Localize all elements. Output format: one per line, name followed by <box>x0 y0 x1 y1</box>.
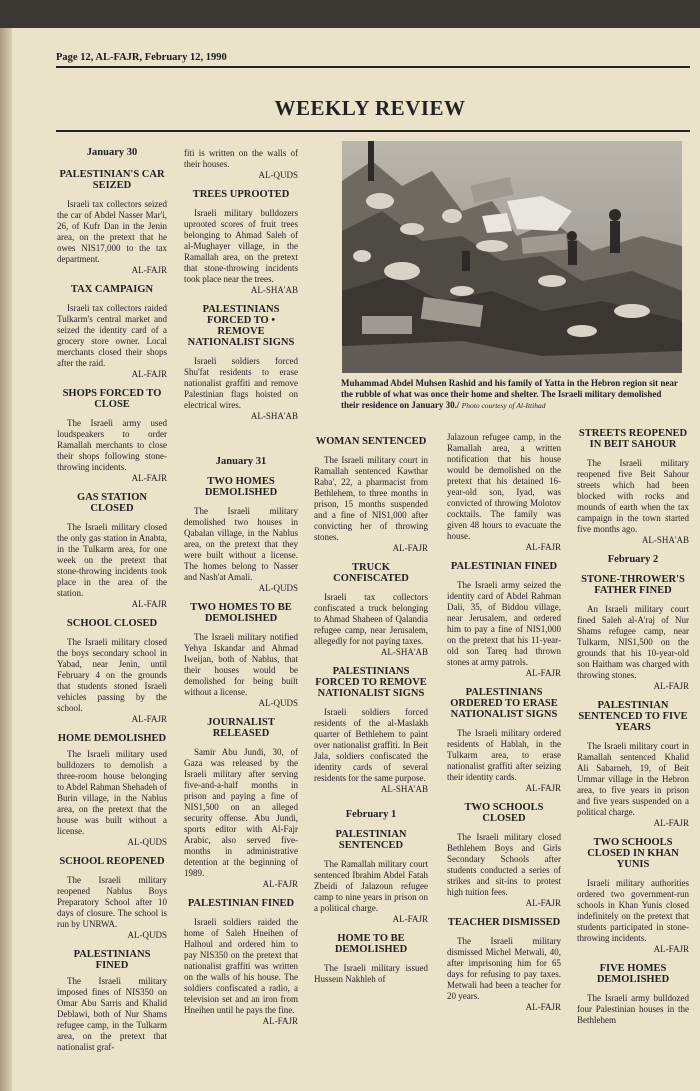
headline: PALESTINIANS ORDERED TO ERASE NATIONALIST SIGNS <box>450 687 558 720</box>
article-body: Israeli military bulldozers uprooted scores of fruit trees belonging to Ahmad Saleh of al-Mughayer village, in the Ramallah area, on the pretext that stone-throwing incidents took place near the trees. <box>184 208 298 284</box>
source-credit: AL-QUDS <box>127 930 167 940</box>
column-5 <box>577 428 689 1026</box>
source-credit: AL-FAJR <box>653 818 689 828</box>
headline: HOME TO BE DEMOLISHED <box>334 933 408 955</box>
article-body: The Israeli military closed the boys secondary school in Yabad, near Jenin, until February 4 on the grounds that students stoned Israeli vehicles passing by the school. <box>57 637 167 713</box>
headline: HOME DEMOLISHED <box>57 733 167 744</box>
article-body: The Israeli military dismissed Michel Metwali, 40, after imprisoning him for 65 days for refusing to pay taxes. Metwali had been a teacher for 20 years. <box>447 936 561 1001</box>
date-heading: February 2 <box>607 554 659 565</box>
source-credit: AL-FAJR <box>131 599 167 609</box>
header-rule <box>56 66 690 68</box>
source-credit: AL-FAJR <box>131 714 167 724</box>
headline: GAS STATION CLOSED <box>77 492 147 514</box>
headline: SHOPS FORCED TO CLOSE <box>62 388 162 410</box>
headline: STONE-THROWER'S FATHER FINED <box>581 574 685 596</box>
source-credit: AL-SHA'AB <box>380 647 428 657</box>
source-credit: AL-FAJR <box>392 914 428 924</box>
page-header-line: Page 12, AL-FAJR, February 12, 1990 <box>56 52 227 63</box>
source-credit: AL-FAJR <box>525 1002 561 1012</box>
date-heading: January 31 <box>215 456 267 467</box>
article-continuation: Jalazoun refugee camp, in the Ramallah area, a written notification that his house would be demolished on the pretext that his detained 16-year-old son, Iyad, was convicted of throwing Molotov cocktails. The family was given 48 hours to evacuate the house. <box>447 432 561 541</box>
headline: WOMAN SENTENCED <box>315 436 427 447</box>
article-body: The Israeli military issued Husseın Nakhleh of <box>314 963 428 984</box>
article-body: The Israeli army seized the identity card of Abdel Rahman Dali, 35, of Biddou village, near Jerusalem, and ordered him to pay a fine of NIS1,000 on the pretext that his 11-year-old son Tareq had thrown stones at army patrols. <box>447 580 561 667</box>
article-body: The Israeli military used bulldozers to demolish a three-room house belonging to Abdel Rahman Shehadeh of Burin village, in the Nablus area, on the pretext that the house was built without a license. <box>57 749 167 836</box>
column-1 <box>57 147 167 1053</box>
source-credit: AL-FAJR <box>131 473 167 483</box>
source-credit: AL-SHA'AB <box>641 535 689 545</box>
source-credit: AL-QUDS <box>258 170 298 180</box>
headline: TWO HOMES TO BE DEMOLISHED <box>190 602 292 624</box>
article-body: The Israeli military closed Bethlehem Boys and Girls Secondary Schools after students conducted a series of strikes and sit-ins to protest high tuition fees. <box>447 832 561 897</box>
headline: TWO HOMES DEMOLISHED <box>204 476 278 498</box>
article-body: An Israeli military court fined Saleh al-A'raj of Nur Shams refugee camp, near Tulkarm, NIS1,500 on the grounds that his 10-year-old son Haitham was charged with throwing stones. <box>577 604 689 680</box>
date-heading: January 30 <box>86 147 138 158</box>
source-credit: AL-FAJR <box>653 681 689 691</box>
source-credit: AL-SHA'AB <box>250 411 298 421</box>
article-body: Israeli soldiers forced residents of the al-Maslakh quarter of Bethlehem to paint over nationalist graffiti. In Beit Jala, soldiers confiscated the identity cards of several residents for the same purpose. <box>314 707 428 783</box>
article-body: The Ramallah military court sentenced Ibrahim Abdel Fatah Zbeidi of Jalazoun refugee camp to nine years in prison on a political charge. <box>314 859 428 913</box>
source-credit: AL-SHA'AB <box>250 285 298 295</box>
source-credit: AL-FAJR <box>131 265 167 275</box>
headline: PALESTINIAN SENTENCED TO FIVE YEARS <box>578 700 688 733</box>
article-body: The Israeli military reopened five Beit Sahour streets which had been blocked with rocks and mounds of earth when the tax campaign in the town started five months ago. <box>577 458 689 534</box>
headline: SCHOOL CLOSED <box>66 618 158 629</box>
headline: TREES UPROOTED <box>192 189 290 200</box>
source-credit: AL-FAJR <box>525 542 561 552</box>
source-credit: AL-FAJR <box>653 944 689 954</box>
source-credit: AL-FAJR <box>525 668 561 678</box>
source-credit: AL-FAJR <box>525 783 561 793</box>
headline: TWO SCHOOLS CLOSED <box>464 802 544 824</box>
source-credit: AL-FAJR <box>525 898 561 908</box>
source-credit: AL-FAJR <box>262 1016 298 1026</box>
article-body: Israeli tax collectors confiscated a truck belonging to Ahmad Shaheen of Qalandia refugee camp, near Jerusalem, allegedly for not paying taxes. <box>314 592 428 646</box>
article-body: Israeli military authorities ordered two government-run schools in Khan Yunis closed indefinitely on the pretext that students participated in stone-throwing incidents. <box>577 878 689 943</box>
article-body: Israeli soldiers forced Shu'fat residents to erase nationalist graffiti and remove Palestinian flags hoisted on electrical wires. <box>184 356 298 410</box>
column-3 <box>314 436 428 985</box>
headline: JOURNALIST RELEASED <box>207 717 275 739</box>
column-4 <box>447 432 561 1013</box>
column-2 <box>184 148 298 1027</box>
article-body: The Israeli military notified Yehya Iskandar and Ahmad Iweijan, both of Nablus, that their houses would be demolished for being built without a license. <box>184 632 298 697</box>
article-body: The Israeli military court in Ramallah sentenced Kawthar Raba', 22, a pharmacist from Bethlehem, to three months in prison, 15 months suspended and a fine of NIS1,000 after convicting her of throwing stones. <box>314 455 428 542</box>
article-body: The Israeli army used loudspeakers to order Ramallah merchants to close their shops following stone-throwing incidents. <box>57 418 167 472</box>
article-body: The Israeli military demolished two houses in Qabalan village, in the Nablus area, on the pretext that they were built without a license. The homes belong to Nasser and Nash'at Amali. <box>184 506 298 582</box>
article-body: The Israeli military ordered residents of Hablah, in the Tulkarm area, to erase nationalist graffiti after seizing their identity cards. <box>447 728 561 782</box>
title-rule <box>56 130 690 132</box>
headline: TEACHER DISMISSED <box>447 917 561 928</box>
headline: PALESTINIANS FORCED TO • REMOVE NATIONALIST SIGNS <box>187 304 295 348</box>
source-credit: AL-QUDS <box>258 698 298 708</box>
date-heading: February 1 <box>345 809 397 820</box>
demolition-rubble-photo <box>342 141 682 373</box>
source-credit: AL-QUDS <box>127 837 167 847</box>
caption-text: Muhammad Abdel Muhsen Rashid and his family of Yatta in the Hebron region sit near the rubble of what was once their home and shelter. The Israeli military demolished their residence on January 30./ <box>341 378 678 410</box>
source-credit: AL-FAJR <box>392 543 428 553</box>
headline: PALESTINIANS FORCED TO REMOVE NATIONALIST SIGNS <box>315 666 427 699</box>
headline: PALESTINIAN'S CAR SEIZED <box>59 169 165 191</box>
headline: PALESTINIAN FINED <box>450 561 558 572</box>
headline: PALESTINIAN SENTENCED <box>335 829 407 851</box>
source-credit: AL-SHA'AB <box>380 784 428 794</box>
headline: TWO SCHOOLS CLOSED IN KHAN YUNIS <box>587 837 679 870</box>
photo-caption <box>341 378 681 411</box>
headline: STREETS REOPENED IN BEIT SAHOUR <box>578 428 688 450</box>
headline: TRUCK CONFISCATED <box>333 562 409 584</box>
photo-credit: Photo courtesy of Al-Ittihad <box>461 401 546 410</box>
article-body: Israeli tax collectors raided Tulkarm's central market and seized the identity card of a grocery store owner. Local merchants closed their shops after the raid. <box>57 303 167 368</box>
source-credit: AL-FAJR <box>131 369 167 379</box>
headline: SCHOOL REOPENED <box>59 856 165 867</box>
article-body: The Israeli military imposed fines of NIS350 on Omar Abu Sarris and Khalid Deblawi, both of Nur Shams refugee camp, in the Tulkarm area, on the pretext that nationalist graf- <box>57 976 167 1052</box>
news-photo <box>342 141 682 373</box>
source-credit: AL-QUDS <box>258 583 298 593</box>
source-credit: AL-FAJR <box>262 879 298 889</box>
headline: TAX CAMPAIGN <box>70 284 154 295</box>
article-body: Israeli soldiers raided the home of Saleh Hneihen of Halhoul and ordered him to pay NIS350 on the pretext that nationalist graffiti was written on the walls of his house. The soldiers confiscated a radio, a television set and an iron from Hneihen until he pays the fine. <box>184 917 298 1015</box>
headline: PALESTINIANS FINED <box>73 949 151 971</box>
article-body: The Israeli military closed the only gas station in Anabta, in the Tulkarm area, for one week on the pretext that stone-throwing incidents took place in the area of the station. <box>57 522 167 598</box>
headline: PALESTINIAN FINED <box>187 898 295 909</box>
headline: FIVE HOMES DEMOLISHED <box>596 963 670 985</box>
article-continuation: fiti is written on the walls of their houses. <box>184 148 298 169</box>
page-binding-edge <box>0 28 12 1091</box>
article-body: The Israeli military court in Ramallah sentenced Khalid Ali Sabarneh, 19, of Beit Ummar village in the Hebron area, to five years in prison and five years suspended on a political charge. <box>577 741 689 817</box>
article-body: Israeli tax collectors seized the car of Abdel Nasser Mar'i, 26, of Kufr Dan in the Jenin area, on the pretext that he owes NIS17,000 to the tax department. <box>57 199 167 264</box>
article-body: The Israeli military reopened Nablus Boys Preparatory School after 10 days of closure. The school is run by UNRWA. <box>57 875 167 929</box>
page-title: WEEKLY REVIEW <box>274 96 466 120</box>
article-body: Samir Abu Jundi, 30, of Gaza was released by the Israeli military after serving five-and-a-half months in prison and paying a fine of NIS1,500 on an alleged security offense. Abu Jundi, sports editor with Al-Fajr Arabic, also served five-months in administrative detention at the beginning of 1989. <box>184 747 298 878</box>
article-body: The Israeli army bulldozed four Palestinian houses in the Bethlehem <box>577 993 689 1025</box>
